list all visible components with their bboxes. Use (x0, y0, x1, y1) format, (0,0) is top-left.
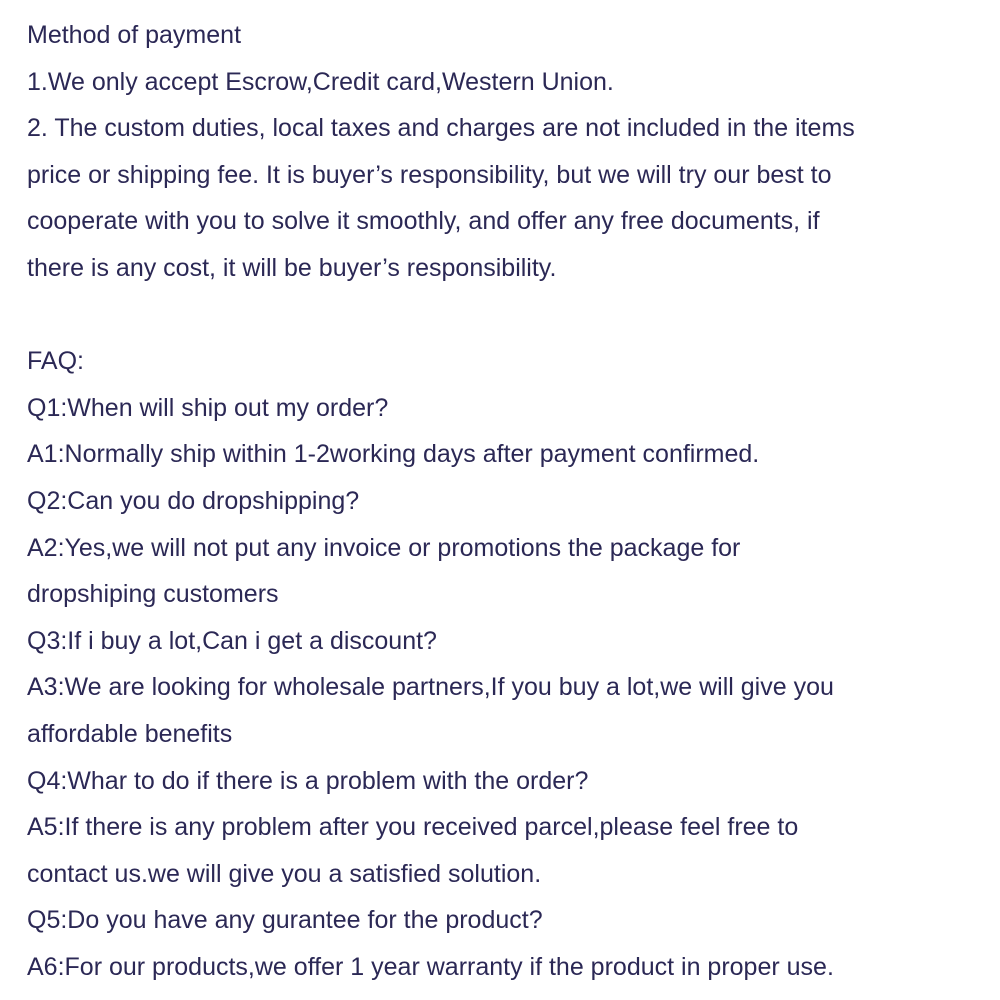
payment-line: 2. The custom duties, local taxes and charges are not included in the items (27, 114, 855, 143)
faq-answer: A2:Yes,we will not put any invoice or promotions the package for (27, 533, 741, 562)
payment-line: 1.We only accept Escrow,Credit card,Western Union. (27, 67, 614, 96)
payment-line: there is any cost, it will be buyer’s responsibility. (27, 253, 557, 282)
faq-answer: A3:We are looking for wholesale partners,If you buy a lot,we will give you (27, 673, 834, 702)
document-body (27, 12, 987, 990)
faq-answer: A1:Normally ship within 1-2working days after payment confirmed. (27, 440, 760, 469)
faq-question: Q3:If i buy a lot,Can i get a discount? (27, 626, 437, 655)
faq-heading: FAQ: (27, 347, 84, 376)
payment-heading: Method of payment (27, 21, 242, 49)
faq-question: Q4:Whar to do if there is a problem with the order? (27, 766, 589, 795)
faq-answer: A5:If there is any problem after you received parcel,please feel free to (27, 813, 799, 842)
faq-answer-continued: dropshiping customers (27, 580, 279, 609)
faq-answer-continued: contact us.we will give you a satisfied solution. (27, 859, 542, 888)
faq-question: Q5:Do you have any gurantee for the product? (27, 906, 543, 935)
section-spacer (27, 292, 987, 339)
faq-question: Q1:When will ship out my order? (27, 393, 389, 422)
faq-answer-continued: affordable benefits (27, 719, 233, 748)
payment-line: cooperate with you to solve it smoothly, and offer any free documents, if (27, 207, 820, 236)
faq-question: Q2:Can you do dropshipping? (27, 486, 360, 515)
faq-answer: A6:For our products,we offer 1 year warranty if the product in proper use. (27, 952, 834, 981)
payment-line: price or shipping fee. It is buyer’s responsibility, but we will try our best to (27, 160, 832, 189)
